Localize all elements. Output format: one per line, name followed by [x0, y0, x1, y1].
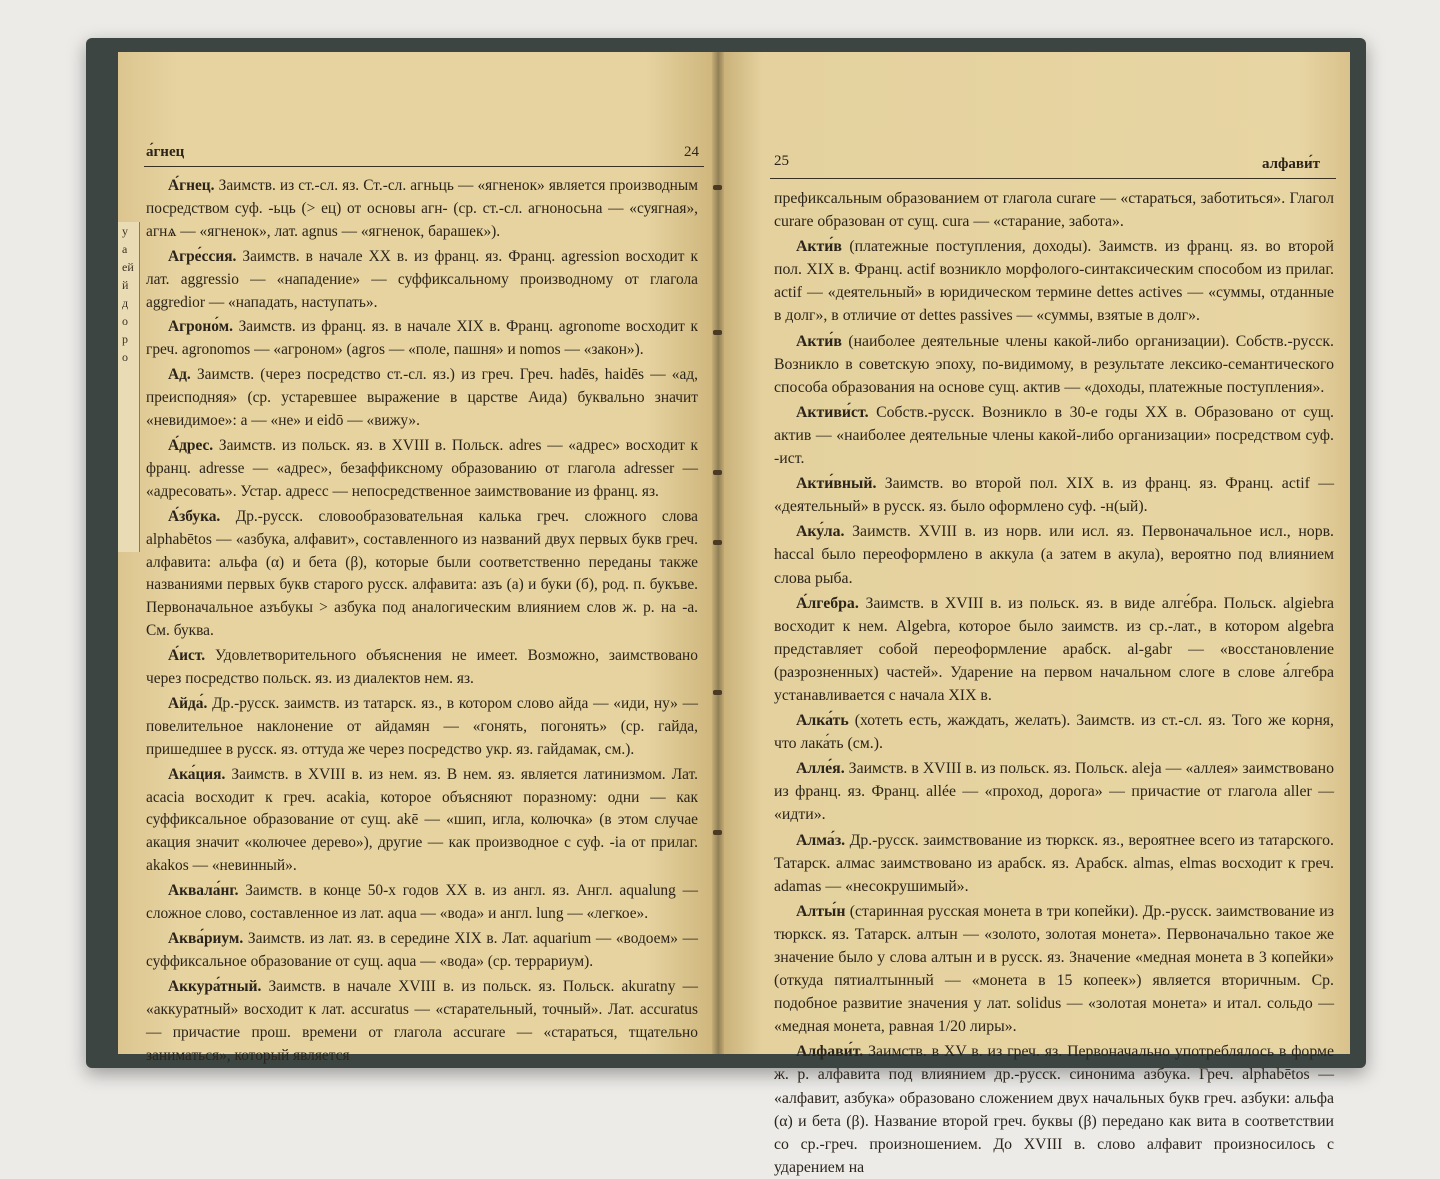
entry-headword: А́лгебра. — [796, 594, 859, 612]
left-running-head: а́гнец — [146, 144, 185, 160]
dictionary-entry — [146, 928, 698, 974]
entry-definition: Заимств. из ст.-сл. яз. Ст.-сл. агньць — «ягненок» является производным посредством суф. -ьць (> ец) от основы агн- (ср. ст.-сл. агноносьна — «суягная», агнѧ — «ягненок», лат. agnus — «ягненок, барашек»). — [146, 177, 698, 240]
entry-headword: Акти́вный. — [796, 475, 877, 493]
dictionary-entry — [774, 829, 1334, 898]
entry-definition: (старинная русская монета в три копейки). Др.-русск. заимствование из тюркск. яз. Татарск. алтын — «золото, золотая монета». Первоначально такое же значение было у слова алтын и в русск. яз. Значение «медная монета в 3 копейки» (откуда пятиалтынный — «монета в 15 копеек») является вторичным. Ср. подобное развитие значения у лат. solidus — «золотая монета» и итал. сольдо — «медная монета, равная 1/20 лиры». — [774, 902, 1334, 1036]
entry-definition: Заимств. в начале XVIII в. из польск. яз. Польск. akuratny — «аккуратный» восходит к лат. accuratus — «старательный, точный». Лат. accuratus — причастие прош. времени от глагола accurare — «стараться, тщательно заниматься», который является — [146, 977, 698, 1064]
dictionary-entry — [774, 1040, 1334, 1179]
entry-definition: Заимств. в XVIII в. из польск. яз. в виде алге́бра. Польск. algiebra восходит к нем. Algebra, которое было заимств. из ср.-лат., в котором algebra представляет собой переоформление арабск. al-gabr — «восстановление (разрозненных) частей». Ударение на первом начальном слоге в слове а́лгебра устанавливается с начала XIX в. — [774, 594, 1334, 704]
dictionary-entry — [774, 330, 1334, 399]
entry-definition: Др.-русск. заимствование из тюркск. яз., вероятнее всего из татарского. Татарск. алмас заимствовано из арабск. яз. Арабск. almas, elmas восходит к греч. adamas — «несокрушимый». — [774, 831, 1335, 895]
entry-headword: Ака́ция. — [168, 765, 226, 783]
entry-definition: (платежные поступления, доходы). Заимств. из франц. яз. во второй пол. XIX в. Франц. actif возникло морфолого-синтаксическим способом из прилаг. actif — «деятельный» в юридическом термине dettes actives — «суммы, отданные в долг», в отличие от dettes passives — «суммы, взятые в долг». — [774, 238, 1334, 325]
left-column-text — [146, 175, 698, 1064]
dictionary-entry — [146, 764, 698, 879]
entry-definition: Удовлетворительного объяснения не имеет. Возможно, заимствовано через посредство польск. яз. из диалектов нем. яз. — [146, 647, 698, 688]
dictionary-entry — [146, 506, 698, 643]
entry-headword: Аккура́тный. — [168, 977, 262, 995]
entry-headword: Аква́риум. — [168, 930, 244, 947]
entry-definition: Заимств. в начале XX в. из франц. яз. Франц. agression восходит к лат. aggressio — «нападение» — суффиксальному производному от глагола aggredior — «нападать, наступать». — [146, 247, 698, 311]
entry-definition: (наиболее деятельные члены какой-либо организации). Собств.-русск. Возникло в советскую эпоху, по-видимому, в результате лексико-семантического способа образования на основе сущ. актив — «доходы, платежные поступления». — [774, 332, 1335, 396]
dictionary-entry — [774, 235, 1334, 327]
dictionary-entry — [146, 316, 698, 362]
entry-headword: Алфави́т. — [796, 1043, 864, 1061]
entry-headword: А́збука. — [168, 507, 221, 525]
entry-definition: Заимств. (через посредство ст.-сл. яз.) из греч. Греч. hadēs, haidēs — «ад, преисподняя» (ср. устаревшее выражение в царстве Аида) буквально значит «невидимое»: a — «не» и eidō — «вижу». — [146, 366, 698, 430]
dictionary-entry — [774, 592, 1334, 707]
dictionary-entry — [146, 175, 698, 244]
dictionary-entry — [146, 693, 698, 762]
dictionary-entry — [774, 900, 1334, 1039]
book-gutter — [712, 52, 724, 1054]
right-page-number: 25 — [774, 153, 789, 169]
left-page-number: 24 — [684, 144, 699, 160]
page-edge-strip — [118, 222, 140, 552]
strip-letters: у а ей й д о р о — [122, 224, 134, 364]
entry-definition: Заимств. во второй пол. XIX в. из франц. яз. Франц. actif — «деятельный» в русск. яз. было оформлено суф. -н(ый). — [774, 475, 1335, 516]
entry-definition: Заимств. в XV в. из греч. яз. Первоначально употреблялось в форме ж. р. алфавита под влиянием др.-русск. синонима азбука. Греч. alphabētos — «алфавит, азбука» образовано сложением двух начальных букв греч. азбуки: альфа (α) и бета (β). Название второй греч. буквы (β) передано как вита в соответствии со ср.-греч. произношением. До XVIII в. слово алфавит произносилось с ударением на — [774, 1043, 1334, 1176]
binding-stitch — [713, 330, 722, 335]
dictionary-entry — [146, 976, 698, 1068]
dictionary-entry — [146, 435, 698, 504]
dictionary-entry — [146, 880, 698, 926]
right-column-text — [774, 187, 1335, 1176]
dictionary-entry — [774, 520, 1334, 589]
binding-stitch — [713, 470, 722, 475]
continuation-paragraph: префиксальным образованием от глагола curare — «стараться, заботиться». Глагол curare образован от сущ. cura — «старание, забота». — [774, 190, 1334, 231]
entry-headword: А́дрес. — [168, 436, 214, 454]
dictionary-entry — [774, 472, 1334, 518]
entry-definition: Др.-русск. заимств. из татарск. яз., в котором слово айда — «иди, ну» — повелительное наклонение от айдамян — «гонять, погонять» (ср. гайда, пришедшее в русск. яз. оттуда же через посредство укр. яз. гайдамак, см.). — [146, 694, 698, 758]
entry-headword: Алка́ть — [796, 712, 849, 730]
entry-definition: Заимств. из польск. яз. в XVIII в. Польск. adres — «адрес» восходит к франц. adresse — «адрес», безаффиксному образованию от глагола adresser — «адресовать». Устар. адресс — непосредственное заимствование из франц. яз. — [146, 436, 698, 500]
right-page — [718, 52, 1350, 1176]
entry-headword: Акти́в — [796, 332, 842, 350]
dictionary-entry — [146, 364, 698, 433]
dictionary-entry — [774, 757, 1334, 826]
entry-definition: Др.-русск. словообразовательная калька греч. сложного слова alphabētos — «азбука, алфавит», составленного из названий двух первых букв греч. алфавита: альфа (α) и бета (β), которые были соответственно переданы также названиями первых букв старого русск. алфавита: азъ (а) и буки (б), род. п. букъве. Первоначальное азъбукы > азбука под аналогическим влиянием слов ж. р. на -а. См. буква. — [146, 507, 698, 640]
entry-headword: Айда́. — [168, 694, 208, 712]
left-page — [118, 52, 718, 1064]
entry-definition: Заимств. в XVIII в. из польск. яз. Польск. aleja — «аллея» заимствовано из франц. яз. Франц. allée — «проход, дорога» — причастие от глагола aller — «идти». — [774, 760, 1334, 824]
binding-stitch — [713, 830, 722, 835]
entry-definition: Заимств. из лат. яз. в середине XIX в. Лат. aquarium — «водоем» — суффиксальное образование от сущ. aqua — «вода» (ср. террариум). — [146, 930, 698, 970]
binding-stitch — [713, 540, 722, 545]
entry-definition: Заимств. из франц. яз. в начале XIX в. Франц. agronome восходит к греч. agronomos — «агроном» (agros — «поле, пашня» и nomos — «закон»). — [146, 318, 698, 359]
entry-headword: Агре́ссия. — [168, 247, 237, 265]
entry-headword: Аку́ла. — [796, 523, 845, 541]
right-header-rule — [770, 178, 1336, 179]
dictionary-entry — [774, 401, 1334, 470]
entry-headword: Алты́н — [796, 902, 846, 920]
entry-definition: Заимств. в конце 50-х годов XX в. из англ. яз. Англ. aqualung — сложное слово, составленное из лат. aqua — «вода» и англ. lung — «легкое». — [146, 882, 698, 923]
entry-headword: А́гнец. — [168, 177, 215, 194]
entry-definition: Собств.-русск. Возникло в 30-е годы XX в. Образовано от сущ. актив — «наиболее деятельные члены какой-либо организации» посредством суф. -ист. — [774, 403, 1334, 468]
left-header-rule — [144, 166, 704, 167]
entry-definition: Заимств. XVIII в. из норв. или исл. яз. Первоначальное исл., норв. haccal было переоформлено в аккула (а затем в акула), вероятно под влиянием слова рыба. — [774, 523, 1334, 587]
binding-stitch — [713, 185, 722, 190]
entry-headword: Алле́я. — [796, 760, 845, 778]
entry-headword: А́ист. — [168, 647, 206, 665]
entry-headword: Агроно́м. — [168, 318, 233, 336]
entry-headword: Алма́з. — [796, 831, 846, 849]
dictionary-entry — [774, 709, 1334, 755]
binding-stitch — [713, 690, 722, 695]
entry-definition: (хотеть есть, жаждать, желать). Заимств. из ст.-сл. яз. Того же корня, что лака́ть (см.). — [774, 712, 1334, 753]
right-running-head: алфави́т — [1262, 156, 1321, 172]
entry-definition: Заимств. в XVIII в. из нем. яз. В нем. яз. является латинизмом. Лат. acacia восходит к греч. acakia, которое объясняют поразному: одни — как суффиксальное образование от сущ. akē — «шип, игла, колючка» (в этом случае акация значит «колючее дерево»), другие — как производное с суф. -ia от прилаг. akakos — «невинный». — [146, 765, 698, 875]
entry-headword: Активи́ст. — [796, 403, 869, 421]
entry-headword: Акти́в — [796, 238, 842, 256]
dictionary-entry — [146, 246, 698, 315]
dictionary-entry — [146, 645, 698, 691]
entry-headword: Аквала́нг. — [168, 882, 239, 900]
entry-headword: Ад. — [168, 366, 191, 384]
